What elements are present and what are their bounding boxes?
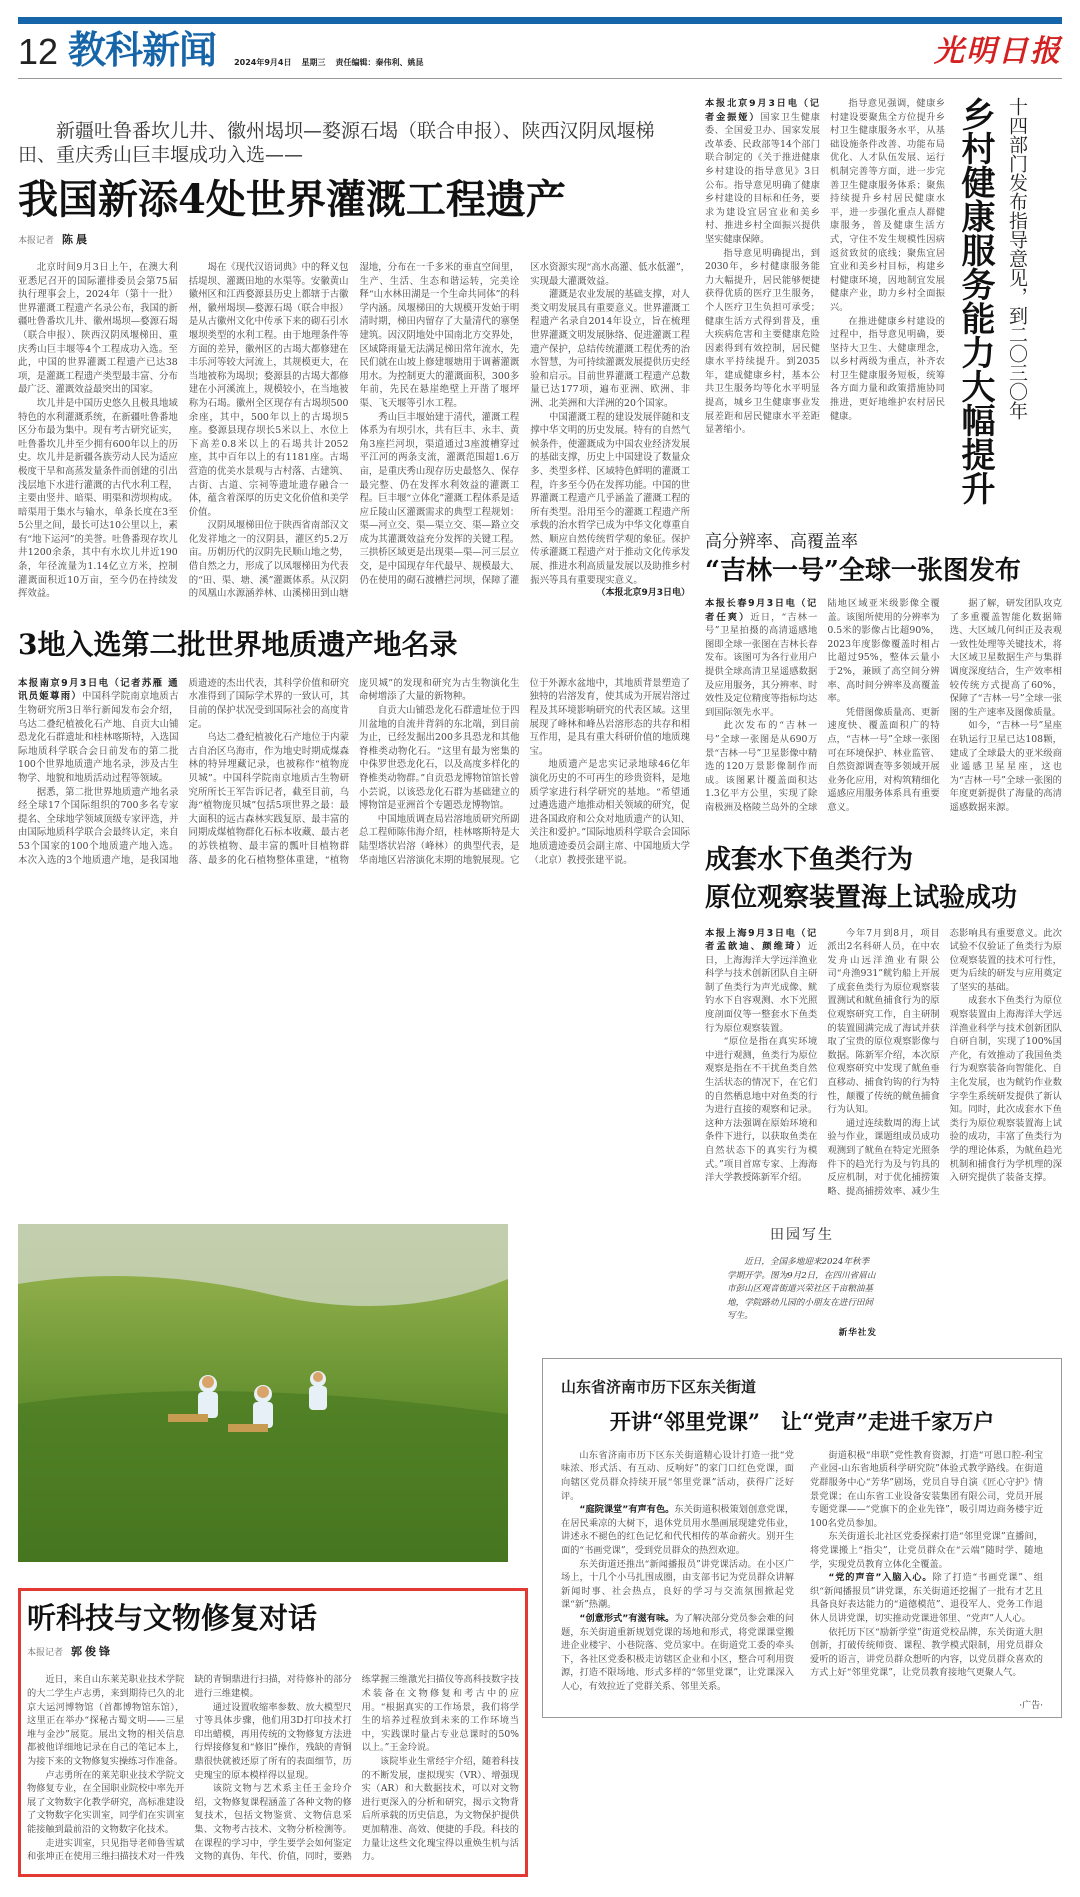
right-column: [705, 97, 1062, 1224]
health-article: [705, 97, 1062, 505]
article-paragraph: 自贡大山铺恐龙化石群遗址位于四川盆地的自流井背斜的东北端，到目前为止，已经发掘出200多具恐龙和其他脊椎类动物化石。“这里有最为密集的中侏罗世恐龙化石，以及高度多样化的脊椎类动物群。”自贡恐龙博物馆馆长曾小芸说，以该恐龙化石群为基础建立的博物馆是亚洲首个专题恐龙博物馆。: [359, 705, 520, 812]
ad-paragraph: [810, 1530, 1043, 1571]
fish-headline-line2: 原位观察装置海上试验成功: [705, 882, 1018, 913]
health-article-body: [705, 97, 945, 505]
article-paragraph: 如今，“吉林一号”星座在轨运行卫星已达108颗，建成了全球最大的亚米级商业遥感卫星星座，这也为“吉林一号”全球一张图的年度更新提供了海量的高清遥感数据来源。: [949, 720, 1062, 813]
byline-name: 陈晨: [62, 233, 91, 246]
article-paragraph: 通过连续数周的海上试验与作业，课题组成员成功观测到了鱿鱼在特定光照条件下的趋光行为及与钓具的反应机制，对于优化捕捞策略、提高捕捞效率、减少生态影响具有重要意义。此次试验不仅验证了鱼类行为原位观察装置的技术可行性，更为后续的研发与应用奠定了坚实的基础。: [827, 927, 1062, 1197]
issue-weekday: 星期三: [301, 58, 326, 67]
article-paragraph: 成套水下鱼类行为原位观察装置由上海海洋大学远洋渔业科学与技术创新团队自研自制，实现了100%国产化，有效推动了我国鱼类行为观察装备向智能化、自主化发展，也为鱿钓作业数字孪生系统研发提供了新认知。同时，此次成套水下鱼类行为原位观察装置海上试验的成功，丰富了鱼类行为学的理论体系，为鱿鱼趋光机制和捕食行为学机理的深入研究提供了装备支撑。: [949, 995, 1062, 1184]
article-paragraph: 中国地质调查局岩溶地质研究所副总工程师陈伟海介绍，桂林喀斯特是大陆型塔状岩溶（峰林）的典型代表，是华南地区岩溶演化末期的地貌展现。它位于外源水盆地中，其地质背景塑造了独特的岩溶发育，使其成为开展岩溶过程及其环境影响研究的代表区域。这里展现了峰林和峰丛岩溶形态的共存和相互作用，是具有重大科研价值的地质瑰宝。: [359, 677, 690, 866]
article-paragraph: 灌溉是农业发展的基础支撑，对人类文明发展具有重要意义。世界灌溉工程遗产名录自2014年设立，旨在梳理世界灌溉文明发展脉络、促进灌溉工程遗产保护，总结传统灌溉工程优秀的治水智慧，为可持续灌溉发展提供历史经验和启示。目前世界灌溉工程遗产总数量已达177项，遍布亚洲、欧洲、非洲、北美洲和大洋洲的20个国家。: [530, 289, 690, 409]
article-paragraph: 此次发布的“吉林一号”全球一张图是从690万景“吉林一号”卫星影像中精选的120万景影像制作而成。该图累计覆盖面积达1.3亿平方公里，实现了除南极洲及格陵兰岛外的全球陆地区域亚米级影像全覆盖。该图所使用的分辨率为0.5米的影像占比超90%，2023年度影像覆盖时相占比超过95%，整体云量小于2%，兼顾了高空间分辨率、高时间分辨率及高覆盖率。: [705, 598, 940, 813]
ad-paragraph-text: 山东省济南市历下区东关街道精心设计打造一批“党味浓、形式活、有互动、反响好”的家门口红色党课，面向辖区党员群众持续开展“邻里党课”活动，获得广泛好评。: [561, 1449, 794, 1502]
fish-body: [705, 927, 1062, 1199]
top-article-byline: [18, 231, 690, 247]
article-paragraph: 秀山巨丰堰始建于清代，灌溉工程体系为有坝引水，共有巨丰、永丰、黄角3座拦河坝，渠道通过3座渡槽穿过平江河的两条支流，灌溉范围超1.6万亩，是重庆秀山现存历史最悠久、保存最完整、仍在发挥水利效益的灌溉工程。巨丰堰“立体化”灌溉工程体系是适应丘陵山区灌溉需求的典型工程规划：渠—河立交、渠—渠立交、渠—路立交成为其灌溉效益充分发挥的关键工程。三拱桥区域更是出现渠—渠—河三层立交，是中国现存年代最早、规模最大、仍在使用的砌石渡槽拦河坝，保障了灌区水资源实现“高水高灌、低水低灌”，实现最大灌溉效益。: [359, 262, 690, 586]
article-paragraph: 在推进健康乡村建设的过程中，指导意见明确，要坚持大卫生、大健康理念，以乡村两级为重点，补齐农村卫生健康服务短板，统筹各方面力量和政策措施协同推进，更好地维护农村居民健康。: [830, 315, 945, 422]
article-paragraph: 该院毕业生常经宇介绍，随着科技的不断发展，虚拟现实（VR）、增强现实（AR）和大数据技术，可以对文物进行更深入的分析和研究，揭示文物背后所承载的历史信息，为文物保护提供更加精准、高效、便捷的手段。科技的力量让这些文化瑰宝得以重焕生机与活力。: [361, 1755, 519, 1863]
photo-title: 田园写生: [770, 1227, 834, 1244]
ad-paragraph-lead: “创意形式”有滋有味。: [579, 1613, 675, 1624]
article-paragraph: 该院文物与艺术系主任王金玲介绍，文物修复课程涵盖了各种文物的修复技术，包括文物鉴赏、文物信息采集、文物考古技术、文物分析检测等。在课程的学习中，学生要学会如何鉴定文物的真伪、年代、价值，同时，要熟练掌握三维激光扫描仪等高科技数字技术装备在文物修复和考古中的应用。“根据真实的工作场景，我们将学生的培养过程放到未来的工作环境当中，实践课时量占专业总课时的50%以上。”王金玲说。: [194, 1674, 519, 1863]
ad-paragraph-lead: “庭院课堂”有声有色。: [579, 1504, 675, 1516]
fish-headline: [705, 841, 1062, 917]
article-paragraph: 堨在《现代汉语词典》中的释义包括堤坝、灌溉田地的水渠等。安徽黄山徽州区和江西婺源县历史上都辖于古徽州，徽州堨坝—婺源石堨（联合申报）是从古徽州文化中传承下来的砌石引水堰坝类型的水利工程。由于地理条件等方面的差异，徽州区的古堨大都修建在丰乐河等较大河流上，其规模更大，在当地被称为堨坝；婺源县的古堨大都修建在小河溪流上，规模较小，在当地被称为石堨。徽州全区现存有古堨坝500余座，其中，500年以上的古堨坝5座。婺源县现存坝长5米以上、水位上下高差0.8米以上的石堨共计2052座，其中百年以上的有1181座。古堨营造的优美水景观与古村落、古建筑、古街、古道、宗祠等遗址遗存融合一体，蕴含着深厚的历史文化价值和美学价值。: [188, 262, 349, 518]
dateline: 本报北京9月3日电（记者金振娅）: [705, 98, 820, 123]
top-color-bar: [18, 17, 1062, 24]
byline-label: 本报记者: [27, 1648, 64, 1659]
highlighted-article-frame: [18, 1588, 528, 1876]
section-title: 教科新闻: [68, 28, 217, 72]
lower-section: [18, 1224, 1062, 1876]
article-paragraph: 据了解，研发团队攻克了多重覆盖智能化数据筛选、大区域几何纠正及表观一致性处理等关键技术，将大区域卫星数据生产与集群调度深度结合，生产效率相较传统方式提高了60%，保障了“吉林一号”全球一张图的生产速率及图像质量。: [949, 598, 1062, 718]
jilin-article: [705, 531, 1062, 815]
dateline: 本报南京9月3日电（记者苏雁 通讯员姬尊雨）: [18, 677, 179, 703]
masthead: [18, 24, 1062, 79]
article-paragraph: 走进实训室，只见指导老师鲁雪斌和张坤正在使用三维扫描技术对一件残缺的青铜鼎进行扫描，对待修补的部分进行三维建模。: [27, 1674, 352, 1863]
photo-credit: 新华社发: [838, 1327, 877, 1338]
ad-paragraph: [810, 1571, 1043, 1625]
photo-caption-block: [542, 1224, 1062, 1358]
article-paragraph: 指导意见明确提出，到2030年，乡村健康服务能力大幅提升，居民能够便捷获得优质的医疗卫生服务，个人医疗卫生负担可承受；健康生活方式得到普及，重大疾病危害和主要健康危险因素得到有效控制，居民健康水平持续提升。到2035年，建成健康乡村，基本公共卫生服务均等化水平明显提高，城乡卫生健康事业发展差距和居民健康水平差距显著缩小。: [705, 247, 820, 436]
ad-headline: 开讲“邻里党课” 让“党声”走进千家万户: [609, 1408, 995, 1434]
article-paragraph: 卢志勇所在的莱芜职业技术学院文物修复专业，在全国职业院校中率先开展了文物数字化教学研究，高标准建设了文物数字化实训室，同学们在实训室能接触到最前沿的文物数字化技术。: [27, 1769, 185, 1835]
paragraph-text: 中国科学院南京地质古生物研究所3日举行新闻发布会介绍，乌达二叠纪植被化石产地、自贡大山铺恐龙化石群遗址和桂林喀斯特，入选国际地质科学联合会日前发布的第二批100个世界地质遗产地名录，涉及古生物学、地貌和地质活动过程等领域。: [18, 691, 179, 784]
ad-paragraph-text: 街道积极“串联”党性教育资源，打造“可恩口腔-利宝产业园-山东省地质科学研究院”体验式教学路线。在街道党群服务中心“芳华”剧场，党员自导自演《匠心守护》情景党课；在山东省工业设备安装集团有限公司，党员开展专题党课——“党旗下的企业先锋”，吸引周边商务楼宇近100名党员参加。: [810, 1449, 1043, 1529]
article-paragraph: 指导意见强调，健康乡村建设要聚焦全方位提升乡村卫生健康服务水平，从基础设施条件改善、功能布局优化、人才队伍发展、运行机制完善等方面，进一步完善卫生健康服务体系；聚焦持续提升乡村居民健康水平，进一步强化重点人群健康服务，普及健康生活方式，守住不发生规模性因病返贫致贫的底线；聚焦宜居宜业和美乡村目标，构建乡村健康环境，因地制宜发展健康产业，助力乡村全面振兴。: [830, 98, 945, 313]
ad-paragraph: [810, 1626, 1043, 1680]
lower-right-column: [542, 1224, 1062, 1876]
geo-body: [18, 677, 690, 867]
issue-date: 2024年9月4日: [234, 58, 292, 67]
article-paragraph: 地质遗产是忠实记录地球46亿年演化历史的不可再生的珍贵资料，是地质学家进行科学研究的基地。“希望通过遴选遗产地推动相关领域的研究，促进各国政府和公众对地质遗产的认知、关注和爱护。”国际地质科学联合会国际地质遗迹委员会副主席、中国地质大学（北京）教授张建平说。: [529, 759, 690, 866]
relic-body: [27, 1673, 519, 1863]
article-paragraph: 北京时间9月3日上午，在澳大利亚悉尼召开的国际灌排委员会第75届执行理事会上，2024年（第十一批）世界灌溉工程遗产名录公布，我国的新疆吐鲁番坎儿井、徽州堨坝—婺源石堨（联合申报）、陕西汉阴凤堰梯田、重庆秀山巨丰堰等4个工程成功入选。至此，中国的世界灌溉工程遗产已达38项，是灌溉工程遗产类型最丰富、分布最广泛、灌溉效益最突出的国家。: [18, 262, 178, 396]
article-paragraph: 坎儿井是中国历史悠久且极具地域特色的水利灌溉系统，在新疆吐鲁番地区分布最为集中。现有考古研究证实，吐鲁番坎儿井至少拥有600年以上的历史。坎儿井是新疆各族劳动人民为适应极度干旱和高蒸发量条件而创建的引出浅层地下水进行灌溉的古代水利工程，主要由竖井、暗渠、明渠和涝坝构成。暗渠用于集水与输水，单条长度在3至5公里之间，最长可达10公里以上，素有“地下运河”的美誉。吐鲁番现存坎儿井1200余条，其中有水坎儿井近190条，年径流量为1.14亿立方米，控制灌溉面积近10万亩，至今仍在持续发挥效益。: [18, 397, 178, 600]
photo-kids-sketching-in-field: [18, 1224, 508, 1562]
ad-paragraph-text: 为了解决部分党员参会难的问题，东关街道重新规划党课的场地和形式，将党课课堂搬进企业楼宇、小巷院落、党员家中。在街道党工委的牵头下，各社区党委积极走访辖区企业和小区，整合可利用资源，打造不限场地、形式多样的“邻里党课”，让党课深入人心，有效拉近了党群关系、邻里关系。: [561, 1613, 795, 1692]
article-paragraph: 汉阴凤堰梯田位于陕西省南部汉文化发祥地之一的汉阴县，灌区约5.2万亩。历朝历代的汉阴先民顺山地之势，借自然之力，形成了以凤堰梯田为代表的“田、渠、塘、溪”灌溉体系。从汉阴的凤凰山水源涵养林、山溪梯田到山塘湿地，分布在一千多米的垂直空间里，生产、生活、生态和谐运转，完美诠释“山水林田湖是一个生命共同体”的科学内涵。凤堰梯田的大规模开发始于明清时期，梯田内留存了大量清代的寨堡建筑。因汉阴地处中国南北方交界处，区域降雨量无法满足梯田常年流水，先民们就在山坡上修建堰塘用于调蓄灌溉用水。为控制更大的灌溉面积，300多年前，先民在悬崖绝壁上开凿了堰坪渠、飞天堰等引水工程。: [188, 262, 520, 600]
dateline: 本报上海9月3日电（记者孟歆迪、颜维琦）: [705, 927, 818, 953]
ad-paragraph-text: 东关街道积极策划创意党课，在居民乘凉的大树下，退休党员用水墨画展现建党伟业，讲述永不褪色的红色记忆和代代相传的革命薪火。别开生面的“书画党课”，受到党员群众的热烈欢迎。: [561, 1504, 795, 1557]
left-column: [18, 97, 690, 1224]
byline-label: 本报记者: [18, 236, 55, 246]
photo-caption: 近日，全国多地迎来2024年秋季学期开学。图为9月2日，在四川省眉山市彭山区观音街道兴荣社区千亩粮油基地，学院路幼儿园的小朋友在进行田间写生。: [727, 1257, 876, 1322]
health-article-headline: 乡村健康服务能力大幅提升: [955, 97, 995, 505]
page-number: 12: [18, 31, 59, 72]
article-paragraph: “原位是指在真实环境中进行观测，鱼类行为原位观察是指在不干扰鱼类自然生活状态的情况下，在它们的自然栖息地中对鱼类的行为进行直接的观察和记录。这种方法强调在原始环境和条件下进行，以获取鱼类在自然状态下的真实行为模式。”项目首席专家、上海海洋大学教授陈新军介绍。: [705, 1036, 818, 1184]
top-article-kicker: 新疆吐鲁番坎儿井、徽州堨坝—婺源石堨（联合申报）、陕西汉阴凤堰梯田、重庆秀山巨丰堰成功入选——: [18, 120, 655, 166]
geo-article: [18, 627, 690, 867]
article-paragraph: 通过设置收缩率参数、放大模型尺寸等具体步骤，他们用3D打印技术打印出蜡模，再用传统的文物修复方法进行焊接修复和“修旧”操作，残缺的青铜鼎很快就被还原了所有的表面细节，历史瑰宝的原本模样得以显现。: [194, 1701, 352, 1781]
ad-paragraph: [810, 1449, 1043, 1531]
article-paragraph: [18, 677, 179, 786]
article-end-tag: （本报北京9月3日电）: [596, 588, 690, 599]
ad-paragraph-lead: “党的声音”入脑入心。: [828, 1572, 933, 1584]
article-paragraph: 乌达二叠纪植被化石产地位于内蒙古自治区乌海市，作为地史时期成煤森林的特异埋藏记录，也被称作“植物庞贝城”。中国科学院南京地质古生物研究所所长王军告诉记者，截至目前，乌海“植物庞贝城”包括5项世界之最：最大面积的远古森林实践复原、最丰富的同期成煤植物群化石标本收藏、最古老的苏铁植物、最丰富的瓢叶目植物群落、最多的化石植物整体重建，“植物庞贝城”的发现和研究为古生物演化生命树增添了大量的新物种。: [188, 677, 520, 866]
ad-paragraph: [561, 1503, 794, 1557]
fish-article: [705, 841, 1062, 1199]
article-paragraph: 今年7月到8月，项目派出2名科研人员，在中农发舟山远洋渔业有限公司“舟渔931”鱿钓船上开展了成套鱼类行为原位观察装置测试和鱿鱼捕食行为的原位观察研究工作，自主研制的装置圆满完成了海试并获取了宝贵的原位观察影像与数据。陈新军介绍，本次原位观察研究中发现了鱿鱼垂直移动、捕食钓钩的行为特性，颠覆了传统的鱿鱼捕食行为认知。: [827, 927, 940, 1116]
issue-editors: 责任编辑：秦伟利、姚昆: [335, 58, 424, 67]
paragraph-text: 近日，上海海洋大学远洋渔业科学与技术创新团队自主研制了鱼类行为声光成像、鱿钓水下自容观测、水下光照度剖面仪等一整套水下鱼类行为原位观察装置。: [705, 941, 818, 1034]
ad-paragraph: [561, 1558, 794, 1612]
top-article-headline: 我国新添4处世界灌溉工程遗产: [18, 176, 566, 223]
ad-label: ·广告·: [1019, 1700, 1043, 1711]
jilin-headline: “吉林一号”全球一张图发布: [705, 556, 1021, 586]
ad-paragraph: [561, 1449, 794, 1503]
health-article-subtitle: 十四部门发布指导意见，到二〇三〇年: [1006, 97, 1028, 420]
article-paragraph: 中国灌溉工程的建设发展伴随和支撑中华文明的历史发展。特有的自然气候条件，使灌溉成为中国农业经济发展的基础支撑，历史上中国建设了数量众多、类型多样、区域特色鲜明的灌溉工程，许多至今仍在发挥功能。中国的世界灌溉工程遗产几乎涵盖了灌溉工程的所有类型。沿用至今的灌溉工程遗产所承载的治水哲学已成为中华文化尊重自然、顺应自然传统哲学观的象征。保护传承灌溉工程遗产对于推动文化传承发展、推进水利高质量发展以及助推乡村振兴等具有重要现实意义。: [530, 411, 690, 586]
relic-byline: [27, 1643, 519, 1659]
lower-left-column: [18, 1224, 528, 1876]
top-article-body: [18, 261, 690, 601]
byline-name: 郭俊锋: [71, 1645, 114, 1659]
advertisement-box: [542, 1358, 1062, 1718]
paragraph-text: 国家卫生健康委、全国爱卫办、国家发展改革委、民政部等14个部门联合制定的《关于推进健康乡村建设的指导意见》3日公布。指导意见明确了健康乡村建设的目标和任务，要求为建设宜居宜业和美乡村、推进乡村全面振兴提供坚实健康保障。: [705, 111, 820, 245]
ad-body: [561, 1449, 1043, 1694]
newspaper-logo: 光明日报: [934, 34, 1062, 69]
ad-paragraph-text: 依托历下区“励新学堂”街道党校品牌，东关街道大胆创新，打破传统师资、课程、教学模式限制，用党员群众爱听的语言，讲党员群众想听的内容，以党员群众喜欢的方式上好“邻里党课”，让党员教育接地气更聚人气。: [810, 1626, 1043, 1679]
ad-paragraph-text: 除了打造“书画党课”、组织“新闻播报员”讲党课，东关街道还挖掘了一批有才艺且具备良好表达能力的“道德模范”、退役军人、党务工作退休人员讲党课，切实推动党课进邻里、“党声”人人心。: [810, 1572, 1043, 1624]
ad-paragraph-text: 东关街道长北社区党委探索打造“邻里党课”直播间，将党课搬上“指尖”，让党员群众在“云端”随时学、随地学，实现党员教育立体化全覆盖。: [810, 1531, 1043, 1570]
article-paragraph: [705, 597, 817, 719]
article-paragraph: [705, 927, 817, 1036]
article-paragraph: 近日，来自山东莱芜职业技术学院的大二学生卢志勇，来到期待已久的北京大运河博物馆（首都博物馆东馆），这里正在举办“探秘古蜀文明——三星堆与金沙”展览。展出文物的相关信息都被他详细地记录在自己的笔记本上，为接下来的文物修复实操练习作准备。: [27, 1674, 185, 1767]
dateline: 本报长春9月3日电（记者任爽）: [705, 598, 818, 623]
article-paragraph: [705, 97, 820, 247]
paragraph-text: 近日，“吉林一号”卫星拍摄的高清遥感地图即全球一张图在吉林长春发布。该图可为各行业用户提供全球高清卫星遥感数据及应用服务，其分辨率、时效性及定位精度等指标均达到国际领先水平。: [705, 611, 818, 718]
ad-paragraph: [561, 1612, 794, 1694]
relic-headline: 听科技与文物修复对话: [27, 1601, 318, 1636]
issue-meta: [234, 57, 433, 68]
top-article: [18, 119, 690, 601]
geo-headline: 3地入选第二批世界地质遗产地名录: [18, 627, 458, 661]
ad-paragraph-text: 东关街道还推出“新闻播报员”讲党课活动。在小区广场上，十几个小马扎围成圈，由支部书记为党员群众讲解新闻时事、社会热点，良好的学习与交流氛围掀起党课“新”热潮。: [561, 1558, 794, 1611]
jilin-body: [705, 597, 1062, 815]
upper-section: [18, 97, 1062, 1224]
article-paragraph: 据悉，第二批世界地质遗产地名录经全球17个国际组织的700多名专家提名、全球地学领域顶级专家评选，并由国际地质科学联合会最终认定，来自53个国家的100个地质遗产地入选。本次入选的3个地质遗产地，是我国地质遗迹的杰出代表，其科学价值和研究水准得到了国际学术界的一致认可，其目前的保护状况受到国际社会的高度肯定。: [18, 677, 349, 866]
ad-kicker: 山东省济南市历下区东关街道: [561, 1377, 757, 1396]
fish-headline-line1: 成套水下鱼类行为: [705, 844, 914, 875]
article-paragraph: 凭借图像质量高、更新速度快、覆盖面积广的特点，“吉林一号”全球一张图可在环境保护、林业监管、自然资源调查等多领域开展业务化应用，对构筑精细化遥感应用服务体系具有重要意义。: [827, 706, 940, 813]
jilin-kicker: 高分辨率、高覆盖率: [705, 532, 858, 552]
